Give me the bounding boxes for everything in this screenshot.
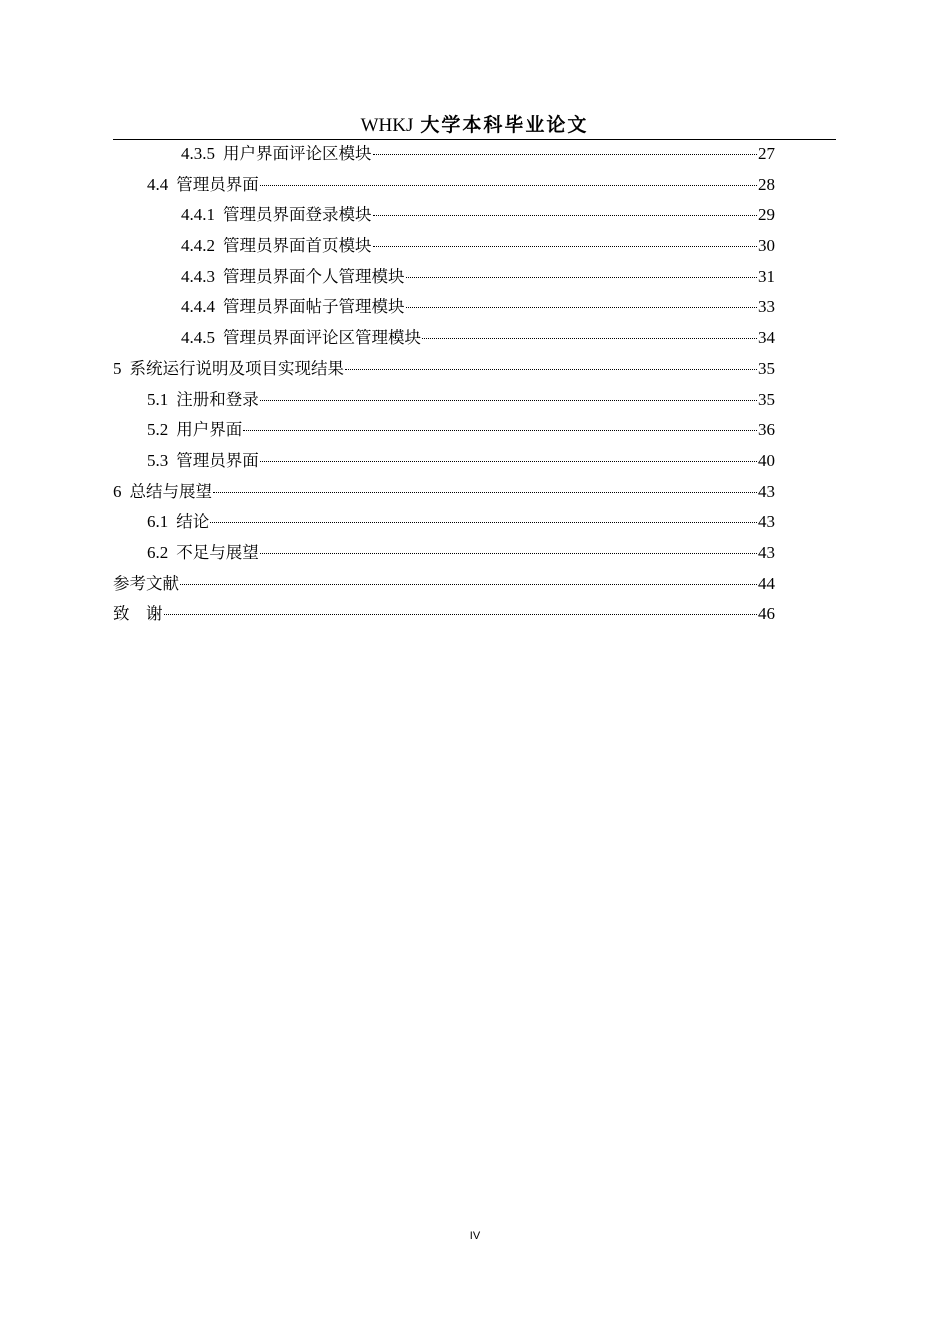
toc-dot-leader (422, 338, 757, 339)
toc-entry-page: 28 (758, 174, 775, 194)
toc-entry-title: 管理员界面评论区管理模块 (223, 328, 421, 348)
page-header (113, 112, 836, 140)
toc-entry-title: 用户界面评论区模块 (223, 144, 372, 163)
toc-dot-leader (260, 553, 757, 554)
toc-entry[interactable] (113, 599, 775, 630)
toc-entry-page: 43 (758, 542, 775, 562)
toc-entry[interactable] (113, 507, 775, 538)
toc-entry-number: 6.1 (147, 512, 169, 532)
toc-entry[interactable] (113, 415, 775, 446)
toc-entry[interactable] (113, 385, 775, 416)
toc-entry-title: 管理员界面 (176, 174, 259, 194)
toc-entry-page: 30 (758, 236, 775, 256)
toc-dot-leader (213, 492, 757, 493)
toc-entry-number: 4.4.5 (181, 328, 215, 348)
toc-entry[interactable] (113, 170, 775, 201)
toc-dot-leader (180, 584, 757, 585)
toc-entry-page: 33 (758, 297, 775, 317)
toc-entry[interactable] (113, 477, 775, 508)
toc-entry-number: 5.2 (147, 420, 169, 440)
toc-entry-number: 4.4 (147, 174, 169, 194)
toc-entry-page: 34 (758, 328, 775, 348)
toc-entry-title: 管理员界面个人管理模块 (223, 266, 405, 286)
toc-dot-leader (373, 246, 758, 247)
toc-entry-title: 结论 (176, 512, 210, 532)
toc-entry-page: 46 (758, 604, 775, 624)
toc-entry-title: 总结与展望 (129, 481, 212, 501)
toc-entry[interactable] (113, 231, 775, 262)
toc-entry-title: 不足与展望 (176, 542, 259, 562)
toc-entry-page: 35 (758, 358, 775, 378)
toc-entry[interactable] (113, 569, 775, 600)
toc-entry-title: 系统运行说明及项目实现结果 (129, 358, 344, 378)
toc-entry-page: 27 (758, 144, 775, 163)
toc-entry-number: 4.4.1 (181, 205, 215, 225)
toc-entry-number: 6 (113, 481, 122, 501)
toc-entry[interactable] (113, 354, 775, 385)
toc-dot-leader (406, 277, 758, 278)
toc-entry[interactable] (113, 323, 775, 354)
toc-entry-title: 管理员界面登录模块 (223, 205, 372, 225)
toc-entry-title: 管理员界面帖子管理模块 (223, 297, 405, 317)
toc-entry-page: 43 (758, 512, 775, 532)
toc-entry-number: 5.3 (147, 450, 169, 470)
toc-entry-title: 管理员界面 (176, 450, 259, 470)
toc-entry[interactable] (113, 139, 775, 170)
toc-dot-leader (260, 461, 757, 462)
toc-entry-page: 31 (758, 266, 775, 286)
toc-entry-page: 44 (758, 573, 775, 593)
header-latin-text: WHKJ (360, 115, 414, 136)
toc-dot-leader (260, 400, 757, 401)
toc-dot-leader (406, 307, 758, 308)
table-of-contents (113, 139, 775, 630)
toc-entry[interactable] (113, 262, 775, 293)
toc-entry-number: 5 (113, 358, 122, 378)
toc-dot-leader (164, 614, 758, 615)
toc-entry-page: 36 (758, 420, 775, 440)
toc-entry-title: 用户界面 (176, 420, 243, 440)
toc-dot-leader (243, 430, 757, 431)
toc-entry[interactable] (113, 200, 775, 231)
toc-entry-page: 35 (758, 389, 775, 409)
toc-entry[interactable] (113, 446, 775, 477)
toc-entry-title: 致 谢 (113, 604, 163, 624)
toc-entry-page: 29 (758, 205, 775, 225)
header-cjk-text: 大学本科毕业论文 (420, 114, 589, 136)
toc-entry-number: 4.3.5 (181, 144, 215, 163)
toc-entry-number: 4.4.2 (181, 236, 215, 256)
toc-dot-leader (260, 185, 757, 186)
toc-entry-number: 4.4.4 (181, 297, 215, 317)
toc-entry-title: 注册和登录 (176, 389, 259, 409)
toc-dot-leader (345, 369, 757, 370)
toc-entry-title: 参考文献 (113, 573, 179, 593)
toc-entry-number: 5.1 (147, 389, 169, 409)
toc-entry[interactable] (113, 292, 775, 323)
toc-entry-number: 4.4.3 (181, 266, 215, 286)
toc-entry-number: 6.2 (147, 542, 169, 562)
toc-entry[interactable] (113, 538, 775, 569)
toc-entry-page: 40 (758, 450, 775, 470)
toc-entry-title: 管理员界面首页模块 (223, 236, 372, 256)
toc-dot-leader (373, 154, 758, 155)
toc-dot-leader (210, 522, 757, 523)
toc-entry-page: 43 (758, 481, 775, 501)
toc-dot-leader (373, 215, 758, 216)
page-number-footer: IV (469, 1230, 481, 1242)
